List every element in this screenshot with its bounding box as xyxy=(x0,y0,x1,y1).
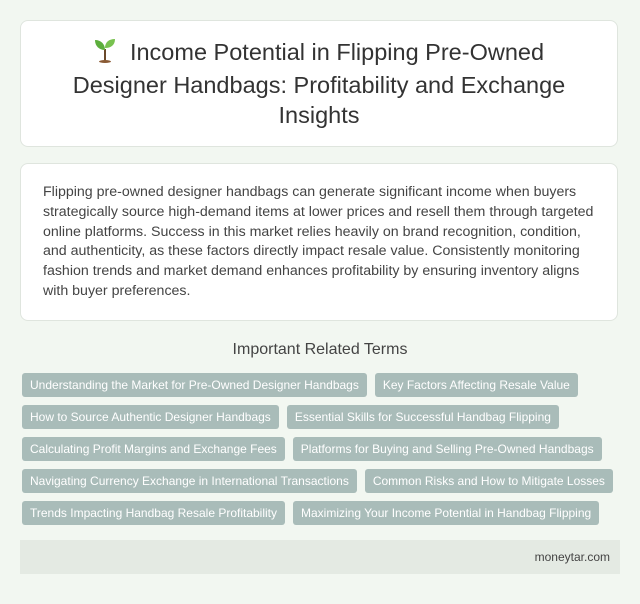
title-card xyxy=(20,20,618,147)
summary-card xyxy=(20,163,618,321)
related-term-tag[interactable]: Understanding the Market for Pre-Owned Designer Handbags xyxy=(22,373,367,397)
related-term-tag[interactable]: Calculating Profit Margins and Exchange Fees xyxy=(22,437,285,461)
related-term-tag[interactable]: Common Risks and How to Mitigate Losses xyxy=(365,469,613,493)
summary-text: Flipping pre-owned designer handbags can generate significant income when buyers strategically source high-demand items at lower prices and resell them through targeted online platforms. Success in this market relies heavily on brand recognition, condition, and authenticity, as these factors directly impact resale value. Consistently monitoring fashion trends and market demand enhances profitability by ensuring inventory aligns with buyer preferences. xyxy=(43,184,594,299)
footer xyxy=(20,540,620,574)
seedling-icon xyxy=(94,37,116,70)
related-terms-list xyxy=(22,373,622,525)
related-term-tag[interactable]: Key Factors Affecting Resale Value xyxy=(375,373,578,397)
related-terms-heading: Important Related Terms xyxy=(232,341,408,358)
footer-site-name: moneytar.com xyxy=(534,550,610,564)
related-term-tag[interactable]: How to Source Authentic Designer Handbags xyxy=(22,405,279,429)
page-title-text: Income Potential in Flipping Pre-Owned Designer Handbags: Profitability and Exchange Insights xyxy=(72,39,566,128)
related-term-tag[interactable]: Maximizing Your Income Potential in Handbag Flipping xyxy=(293,501,599,525)
related-term-tag[interactable]: Trends Impacting Handbag Resale Profitability xyxy=(22,501,285,525)
related-term-tag[interactable]: Essential Skills for Successful Handbag Flipping xyxy=(287,405,559,429)
page-title xyxy=(61,37,577,130)
related-term-tag[interactable]: Navigating Currency Exchange in International Transactions xyxy=(22,469,357,493)
related-term-tag[interactable]: Platforms for Buying and Selling Pre-Owned Handbags xyxy=(293,437,602,461)
